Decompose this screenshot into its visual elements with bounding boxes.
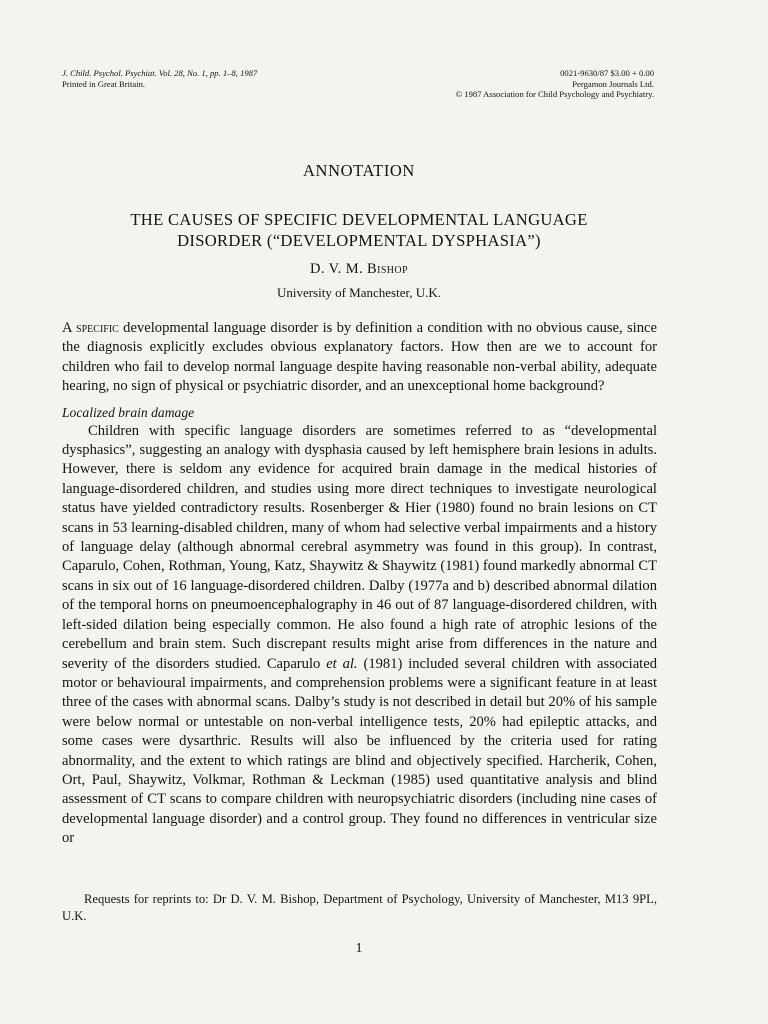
intro-text: developmental language disorder is by definition a condition with no obvious cause, since the diagnosis explicitly excludes obvious explanatory factors. How then are we to account for children who fail to develop normal language despite having reasonable non-verbal ability, adequate hearing, no sign of physical or psychiatric disorder, and an unexceptional home background? (62, 320, 657, 395)
publisher: Pergamon Journals Ltd. (572, 78, 654, 89)
footnote: Requests for reprints to: Dr D. V. M. Bishop, Department of Psychology, University of Manchester, M13 9PL, U.K. (62, 892, 657, 923)
title-line-2: DISORDER (“DEVELOPMENTAL DYSPHASIA”) (177, 231, 541, 250)
article-body (62, 319, 657, 849)
author-initials: D. V. M. (309, 261, 364, 277)
subheading: Localized brain damage (62, 404, 195, 420)
issn-price: 0021-9630/87 $3.00 + 0.00 (560, 68, 654, 78)
affiliation: University of Manchester, U.K. (276, 285, 442, 300)
intro-lead: A specific (62, 320, 119, 336)
et-al: et al. (326, 655, 358, 672)
section-title: ANNOTATION (303, 161, 415, 180)
journal-line-2: Printed in Great Britain. (62, 78, 146, 89)
article-title (60, 209, 658, 251)
journal-citation (62, 68, 257, 89)
title-line-1: THE CAUSES OF SPECIFIC DEVELOPMENTAL LANGUAGE (130, 210, 588, 229)
paragraph-text-end: (1981) included several children with associated motor or behavioural impairments, and comprehension problems were a significant feature in at least three of the cases with abnormal scans. Dalby’s study is not described in detail but 20% of his sample were below normal or untestable on non-verbal intelligence tests, 20% had epileptic attacks, and some cases were dysarthric. Results will also be influenced by the criteria used for rating abnormality, and the extent to which ratings are blind and objectively specified. Harcherik, Cohen, Ort, Paul, Shaywitz, Volkmar, Rothman & Leckman (1985) used quantitative analysis and blind assessment of CT scans to compare children with neuropsychiatric disorders (including nine cases of developmental language disorder) and a control group. They found no differences in ventricular size or (62, 655, 658, 847)
journal-line-1: J. Child. Psychol. Psychiat. Vol. 28, No. 1, pp. 1–8, 1987 (62, 68, 258, 78)
author (0, 261, 718, 278)
paragraph-text: Children with specific language disorders are sometimes referred to as “developmental dysphasics”, suggesting an analogy with dysphasia caused by left hemisphere brain lesions in adults. However, there is seldom any evidence for acquired brain damage in the medical histories of language-disordered children, and studies using more direct techniques to investigate neurological status have yielded contradictory results. Rosenberger & Hier (1980) found no brain lesions on CT scans in 53 learning-disabled children, many of whom had selective verbal impairments and a history of language delay (although abnormal cerebral asymmetry was found in this group). In contrast, Caparulo, Cohen, Rothman, Young, Katz, Shaywitz & Shaywitz (1981) found markedly abnormal CT scans in six out of 16 language-disordered children. Dalby (1977a and b) described abnormal dilation of the temporal horns on pneumoencephalography in 46 out of 87 language-disordered children, with left-sided dilation being especially common. He also found a high rate of atrophic lesions of the cerebellum and brain stem. Such discrepant results might arise from differences in the nature and severity of the disorders studied. Caparulo (62, 422, 657, 672)
page-number: 1 (355, 941, 363, 956)
author-surname: Bishop (367, 261, 409, 277)
intro-paragraph (62, 319, 657, 397)
body-paragraph (62, 422, 657, 849)
copyright-line: © 1987 Association for Child Psychology and Psychiatry. (455, 89, 654, 99)
copyright-block (456, 68, 654, 100)
